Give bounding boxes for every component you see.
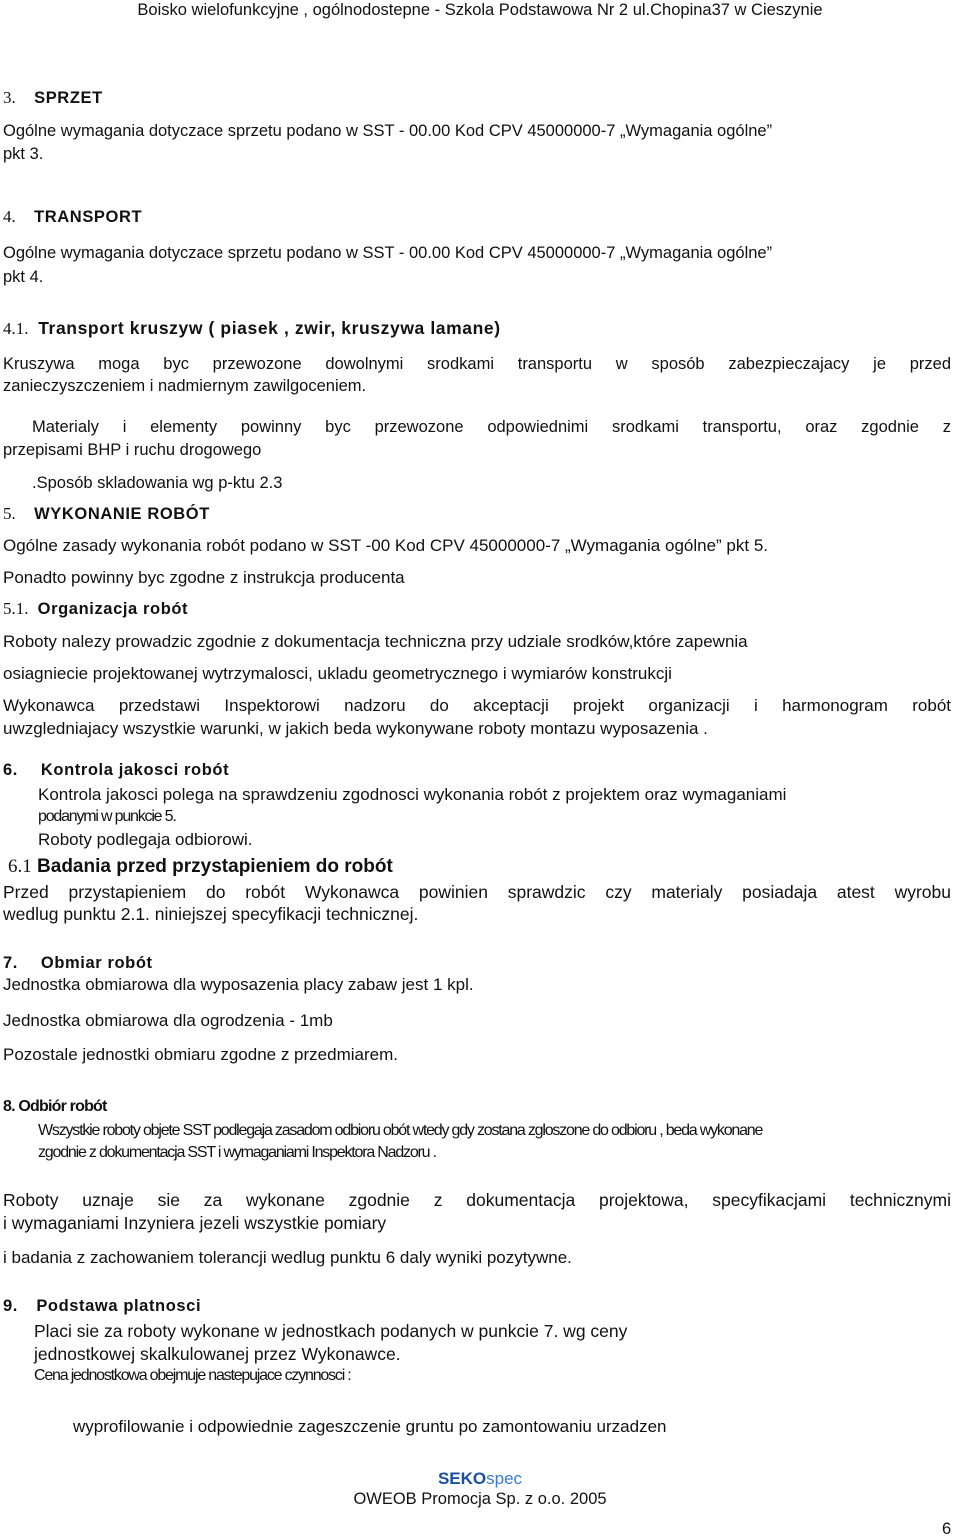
paragraph-line: Jednostka obmiarowa dla ogrodzenia - 1mb (3, 1011, 333, 1030)
section-title: Obmiar robót (40, 954, 153, 972)
section-6-1-heading (8, 857, 393, 877)
section-number: 7. (3, 954, 18, 972)
section-title: Transport kruszyw ( piasek , zwir, kruszywa lamane) (38, 318, 501, 338)
paragraph-line: Ponadto powinny byc zgodne z instrukcja producenta (3, 568, 405, 587)
paragraph-line: jednostkowej skalkulowanej przez Wykonawce. (34, 1344, 401, 1364)
paragraph-line: Placi sie za roboty wykonane w jednostkach podanych w punkcie 7. wg ceny (34, 1321, 628, 1341)
section-number: 5. (3, 504, 16, 523)
section-title: Kontrola jakosci robót (40, 761, 230, 779)
sekospec-logo (0, 1469, 960, 1489)
paragraph-line: Cena jednostkowa obejmuje nastepujace czynnosci : (34, 1367, 351, 1384)
section-4-heading (3, 207, 142, 227)
paragraph-line: Ogólne wymagania dotyczace sprzetu podano w SST - 00.00 Kod CPV 45000000-7 „Wymagania ogólne” (3, 122, 773, 140)
paragraph-line: pkt 3. (3, 145, 44, 163)
section-number: 6.1 (8, 856, 32, 877)
paragraph-line: pkt 4. (3, 268, 44, 286)
logo-bold: SEKO (437, 1469, 487, 1488)
paragraph-line: Jednostka obmiarowa dla wyposazenia placy zabaw jest 1 kpl. (3, 975, 474, 994)
page-number: 6 (942, 1520, 952, 1538)
section-number: 5.1. (3, 599, 29, 618)
section-number: 3. (3, 88, 16, 107)
section-number: 6. (3, 761, 18, 779)
paragraph-line: osiagniecie projektowanej wytrzymalosci, ukladu geometrycznego i wymiarów konstrukcji (3, 664, 672, 683)
section-8-heading: 8. Odbiór robót (3, 1098, 107, 1115)
section-title: SPRZET (34, 89, 103, 107)
section-3-heading (3, 88, 103, 108)
section-5-1-heading (3, 599, 188, 619)
section-title: Badania przed przystapieniem do robót (37, 856, 393, 877)
logo-thin: spec (486, 1469, 523, 1488)
section-number: 4.1. (3, 319, 29, 338)
paragraph-line: i wymaganiami Inzyniera jezeli wszystkie pomiary (3, 1213, 387, 1233)
section-5-heading (3, 504, 210, 524)
paragraph-line: Roboty uznaje sie za wykonane zgodnie z dokumentacja projektowa, specyfikacjami technicznymi (3, 1190, 951, 1210)
section-title: Organizacja robót (37, 600, 189, 618)
paragraph-line: Roboty podlegaja odbiorowi. (38, 830, 253, 849)
paragraph-line: .Sposób skladowania wg p-ktu 2.3 (32, 474, 283, 492)
paragraph-line: Ogólne zasady wykonania robót podano w SST -00 Kod CPV 45000000-7 „Wymagania ogólne” pkt 5. (3, 536, 768, 555)
paragraph-line: Materialy i elementy powinny byc przewozone odpowiednimi srodkami transportu, oraz zgodnie z (32, 418, 951, 436)
section-7-heading (3, 953, 153, 973)
paragraph-line: wedlug punktu 2.1. niniejszej specyfikacji technicznej. (3, 904, 419, 924)
paragraph-line: Kontrola jakosci polega na sprawdzeniu zgodnosci wykonania robót z projektem oraz wymaganiami (38, 785, 787, 804)
section-4-1-heading (3, 318, 501, 339)
paragraph-line: wyprofilowanie i odpowiednie zageszczenie gruntu po zamontowaniu urzadzen (73, 1417, 667, 1436)
paragraph-line: Roboty nalezy prowadzic zgodnie z dokumentacja techniczna przy udziale srodków,które zapewnia (3, 632, 748, 651)
paragraph-line: podanymi w punkcie 5. (38, 808, 176, 825)
paragraph-line: Wszystkie roboty objete SST podlegaja zasadom odbioru obót wtedy gdy zostana zgloszone do odbioru , beda wykonane (38, 1122, 763, 1139)
section-9-heading (3, 1296, 201, 1316)
paragraph-line: Wykonawca przedstawi Inspektorowi nadzoru do akceptacji projekt organizacji i harmonogram robót (3, 696, 951, 715)
paragraph-line: Kruszywa moga byc przewozone dowolnymi srodkami transportu w sposób zabezpieczajacy je przed (3, 355, 951, 373)
paragraph-line: Pozostale jednostki obmiaru zgodne z przedmiarem. (3, 1045, 398, 1064)
section-title: Podstawa platnosci (36, 1297, 202, 1315)
paragraph-line: Przed przystapieniem do robót Wykonawca powinien sprawdzic czy materialy posiadaja atest wyrobu (3, 882, 951, 902)
paragraph-line: uwzgledniajacy wszystkie warunki, w jakich beda wykonywane roboty montazu wyposazenia . (3, 719, 708, 738)
section-title: TRANSPORT (34, 208, 143, 226)
section-6-heading (3, 760, 229, 780)
section-title: WYKONANIE ROBÓT (34, 505, 210, 523)
paragraph-line: zgodnie z dokumentacja SST i wymaganiami Inspektora Nadzoru . (38, 1144, 436, 1161)
section-number: 4. (3, 207, 16, 226)
paragraph-line: i badania z zachowaniem tolerancji wedlug punktu 6 daly wyniki pozytywne. (3, 1248, 572, 1267)
paragraph-line: zanieczyszczeniem i nadmiernym zawilgoceniem. (3, 377, 367, 395)
paragraph-line: przepisami BHP i ruchu drogowego (3, 441, 262, 459)
footer-company: OWEOB Promocja Sp. z o.o. 2005 (353, 1490, 607, 1508)
paragraph-line: Ogólne wymagania dotyczace sprzetu podano w SST - 00.00 Kod CPV 45000000-7 „Wymagania ogólne” (3, 244, 773, 262)
page-header: Boisko wielofunkcyjne , ogólnodostepne - Szkola Podstawowa Nr 2 ul.Chopina37 w Cieszynie (137, 1, 823, 19)
section-number: 9. (3, 1297, 18, 1315)
